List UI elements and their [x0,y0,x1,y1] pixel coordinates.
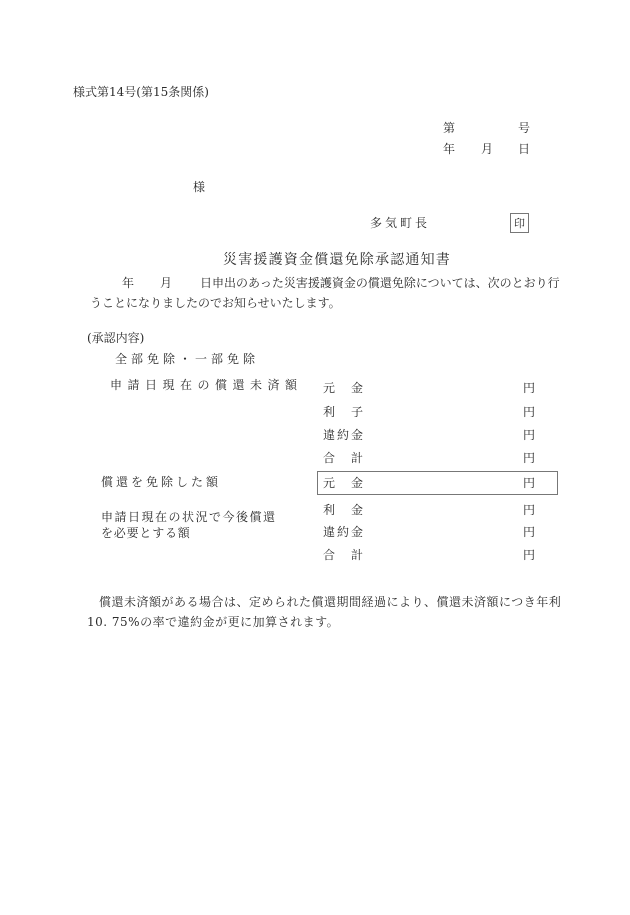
amount-item: 利 金 [323,503,366,517]
note-line2: 10. 75%の率で違約金が更に加算されます。 [87,615,340,629]
amount-unit: 円 [523,503,536,517]
body-month-blank: 月 [160,276,173,290]
amount-unit: 円 [523,525,536,539]
addressee-honorific: 様 [193,180,206,194]
seal-stamp [510,213,529,233]
amount-item: 元 金 [323,381,366,395]
amount-item: 利 子 [323,405,366,419]
note-line1: 償還未済額がある場合は、定められた償還期間経過により、償還未済額につき年利 [99,595,562,609]
amount-item: 元 金 [323,476,366,490]
amount-unit: 円 [523,381,536,395]
amount-unit: 円 [523,428,536,442]
section3-label-line2: を必要とする額 [101,526,191,540]
doc-number-suffix: 号 [518,121,531,135]
amount-item: 違約金 [323,428,366,442]
form-number: 様式第14号(第15条関係) [73,85,209,99]
doc-number-prefix: 第 [443,121,456,135]
body-line1: 日申出のあった災害援護資金の償還免除については、次のとおり行 [200,276,560,290]
section2-label: 償還を免除した額 [101,475,222,489]
issuer-name: 多気町長 [370,216,431,230]
date-day-label: 日 [518,142,531,156]
seal-glyph: 印 [514,217,525,230]
amount-unit: 円 [523,476,536,490]
amount-unit: 円 [523,548,536,562]
exemption-type: 全部免除・一部免除 [115,352,260,366]
amount-unit: 円 [523,451,536,465]
body-year-blank: 年 [122,276,135,290]
amount-item: 合 計 [323,548,366,562]
section1-label: 申請日現在の償還未済額 [110,378,303,392]
body-line2: うことになりましたのでお知らせいたします。 [90,296,341,310]
document-title: 災害援護資金償還免除承認通知書 [223,252,451,268]
amount-item: 合 計 [323,451,366,465]
approval-header: (承認内容) [87,331,145,345]
date-month-label: 月 [481,142,494,156]
amount-item: 違約金 [323,525,366,539]
section3-label-line1: 申請日現在の状況で今後償還 [101,510,277,524]
date-year-label: 年 [443,142,456,156]
amount-unit: 円 [523,405,536,419]
